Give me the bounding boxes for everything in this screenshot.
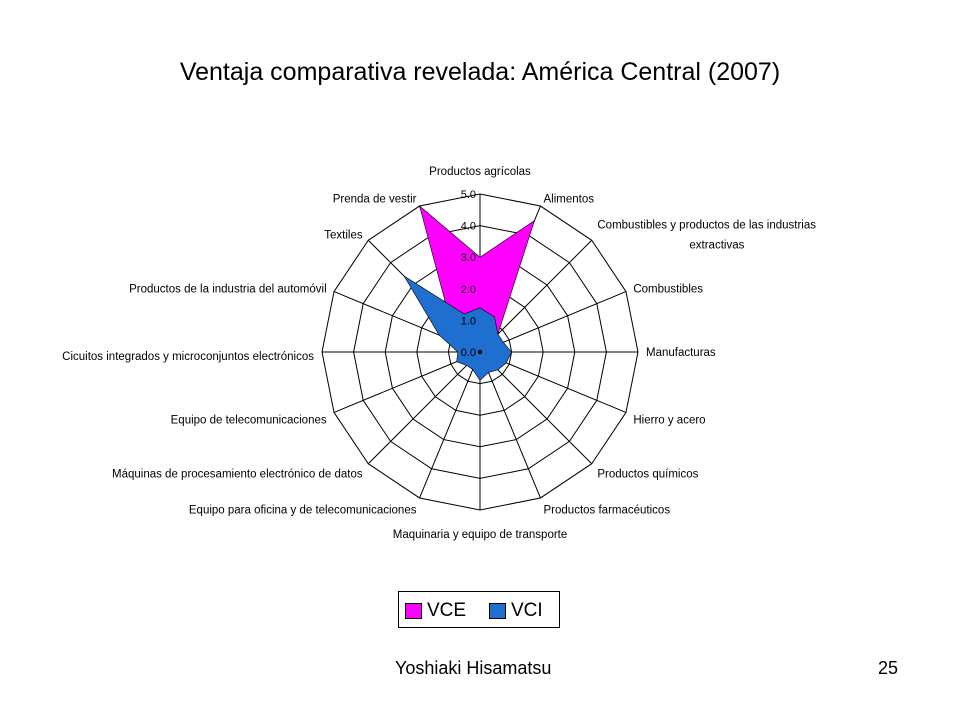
category-label: Productos agrícolas — [429, 166, 531, 178]
legend-label-vce: VCE — [427, 600, 467, 621]
footer-author: Yoshiaki Hisamatsu — [395, 658, 552, 678]
category-label: Combustibles y productos de las industrias extractivas — [597, 219, 816, 252]
category-label: Manufacturas — [646, 347, 716, 359]
grid-spoke — [480, 352, 540, 498]
category-label: Productos químicos — [597, 468, 699, 481]
chart-title: Ventaja comparativa revelada: América Central (2007) — [179, 58, 781, 86]
radar-axis-labels — [62, 166, 816, 541]
legend-item-vci — [489, 601, 543, 621]
radial-tick-label: 0.0 — [460, 347, 476, 359]
category-label: Textiles — [324, 229, 363, 242]
category-label: Equipo de telecomunicaciones — [170, 414, 327, 427]
legend-swatch-vce — [405, 603, 422, 619]
radial-tick-label: 5.0 — [460, 189, 476, 201]
category-label: Combustibles — [633, 283, 704, 296]
grid-spoke — [368, 352, 480, 464]
category-label: Máquinas de procesamiento electrónico de datos — [112, 468, 363, 481]
legend-label-vci: VCI — [511, 600, 543, 621]
category-label: Equipo para oficina y de telecomunicaciones — [188, 504, 417, 517]
category-label: Maquinaria y equipo de transporte — [392, 529, 568, 541]
radial-tick-label: 4.0 — [460, 220, 476, 233]
radial-tick-label: 3.0 — [460, 252, 476, 265]
chart-legend — [398, 591, 560, 628]
legend-item-vce — [405, 601, 466, 621]
radar-center-dot — [478, 350, 482, 354]
grid-spoke — [420, 352, 480, 498]
radial-tick-label: 2.0 — [460, 283, 476, 296]
page-number: 25 — [878, 658, 899, 678]
category-label: Prenda de vestir — [332, 193, 417, 206]
legend-swatch-vci — [489, 603, 506, 619]
category-label: Cicuitos integrados y microconjuntos electrónicos — [62, 351, 314, 363]
category-label: Hierro y acero — [633, 414, 706, 427]
category-label: Productos farmacéuticos — [543, 504, 671, 517]
radial-tick-label: 1.0 — [460, 315, 476, 328]
category-label: Alimentos — [543, 193, 595, 206]
category-label: Productos de la industria del automóvil — [129, 283, 327, 296]
